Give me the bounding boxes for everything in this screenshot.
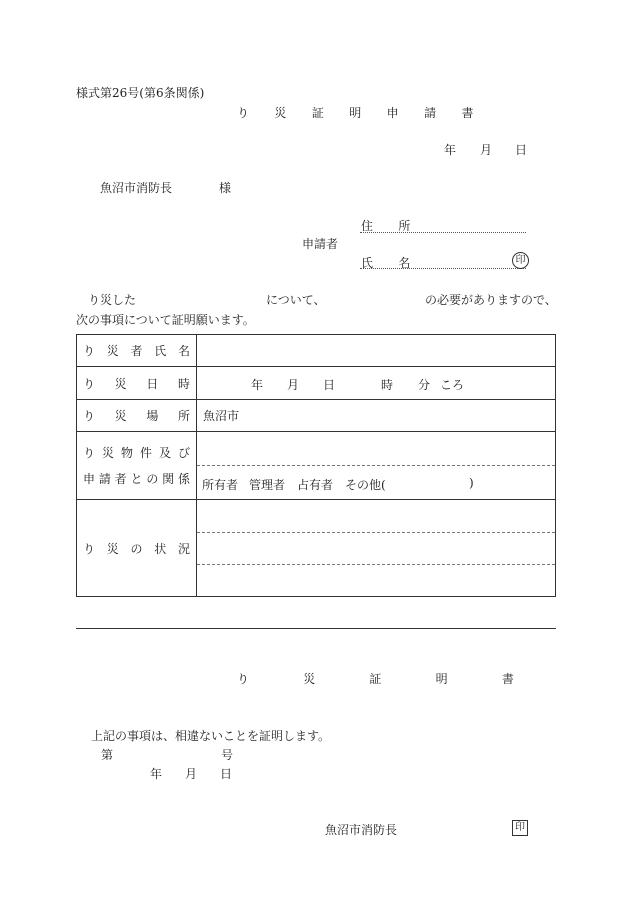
- relation-manager[interactable]: 管理者: [249, 478, 286, 492]
- certificate-title: り 災 証 明 書: [237, 672, 540, 686]
- property-label-line1: り災物件及び: [83, 445, 190, 460]
- address-line[interactable]: [360, 232, 526, 233]
- intro-part1: り災した: [88, 293, 137, 307]
- victim-name-label: り災者氏名: [77, 335, 197, 367]
- dt-approx: ころ: [440, 378, 465, 392]
- datetime-field[interactable]: [197, 367, 556, 400]
- datetime-label: り 災 日 時: [77, 367, 197, 400]
- dt-year: 年: [251, 378, 264, 392]
- certificate-number-suffix: 号: [221, 748, 234, 762]
- dt-day: 日: [323, 378, 336, 392]
- place-field[interactable]: [197, 400, 556, 432]
- issuer-seal-icon: 印: [512, 819, 528, 836]
- section-divider: [76, 628, 556, 629]
- form-number: 様式第26号(第6条関係): [76, 86, 205, 100]
- relation-occupant[interactable]: 占有者: [297, 478, 334, 492]
- certificate-number-prefix: 第: [101, 748, 114, 762]
- status-field[interactable]: [197, 500, 556, 597]
- addressee-name: 魚沼市消防長: [100, 181, 173, 195]
- date-month: 月: [480, 143, 493, 157]
- relation-other[interactable]: その他(: [345, 478, 386, 492]
- relation-owner[interactable]: 所有者: [202, 478, 239, 492]
- cert-date-month: 月: [185, 767, 198, 781]
- date-day: 日: [515, 143, 528, 157]
- intro-part2: について、: [266, 293, 326, 307]
- applicant-label: 申請者: [302, 237, 339, 251]
- place-value: 魚沼市: [203, 409, 240, 423]
- date-year: 年: [444, 143, 457, 157]
- certificate-issuer: 魚沼市消防長: [325, 823, 398, 837]
- relation-other-close: ): [469, 476, 474, 490]
- name-line[interactable]: [360, 268, 526, 269]
- dt-hour: 時: [381, 378, 394, 392]
- application-table: [76, 334, 556, 597]
- cert-date-year: 年: [150, 767, 163, 781]
- dt-minute: 分: [418, 378, 431, 392]
- victim-name-field[interactable]: [197, 335, 556, 367]
- address-label: 住 所: [361, 219, 422, 233]
- status-label: り 災 の 状 況: [77, 500, 197, 597]
- applicant-seal-icon: 印: [512, 252, 529, 269]
- dt-month: 月: [287, 378, 300, 392]
- property-label-line2: 申請者との関係: [83, 471, 190, 486]
- property-relation-field[interactable]: [197, 432, 556, 500]
- name-label: 氏 名: [361, 256, 422, 270]
- form-title: り 災 証 明 申 請 書: [237, 106, 485, 120]
- cert-date-day: 日: [220, 767, 233, 781]
- intro-line2: 次の事項について証明願います。: [76, 313, 255, 327]
- intro-part3: の必要がありますので、: [425, 293, 557, 307]
- addressee-honorific: 様: [219, 181, 232, 195]
- certificate-statement: 上記の事項は、相違ないことを証明します。: [91, 729, 331, 743]
- property-label: [77, 432, 197, 500]
- place-label: り 災 場 所: [77, 400, 197, 432]
